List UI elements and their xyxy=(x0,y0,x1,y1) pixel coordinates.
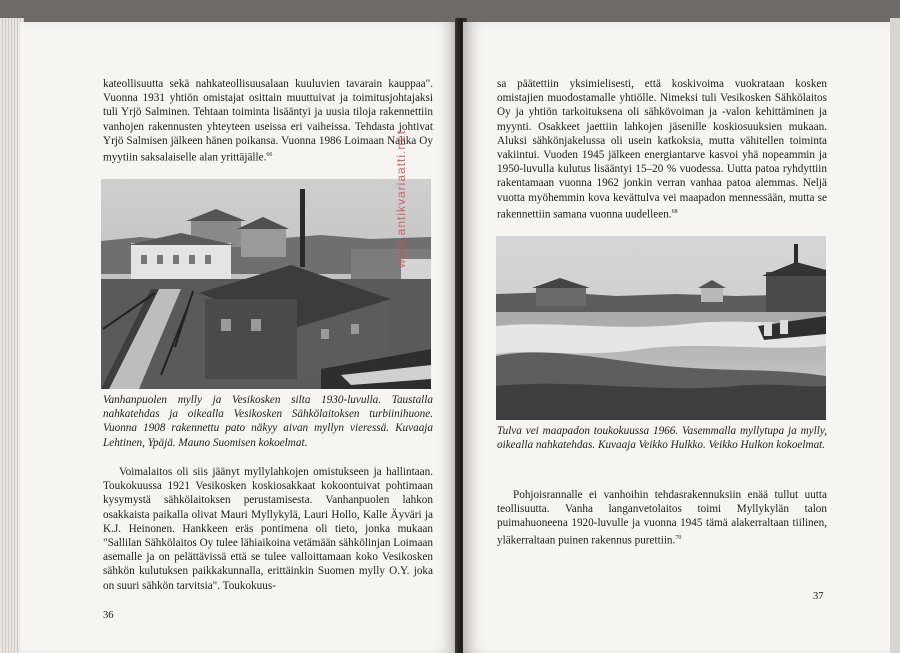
right-paragraph-1: sa päätettiin yksimielisesti, että koskivoima vuokrataan kosken omistajien muodostamalle yhtiölle. Nimeksi tuli Vesikosken Sähkölaitos Oy ja yhtiön tarkoituksena oli sähkövoiman ja -valon kehittäminen ja myynti. Osakkeet jaettiin lahkojen jäsenille koskiosuuksien mukaan. Aluksi sähkönjakelussa oli usein katkoksia, mutta vähitellen toiminta vakiintui. Vuoden 1945 jälkeen energiantarve kasvoi yhä nopeammin ja 1950-luvulla kulutus lisääntyi 15–20 % vuodessa. Uutta patoa ryhdyttiin rakentamaan vuonna 1962 jonkin verran vanhaa patoa alemmas. Neljä vuotta myöhemmin kova kevättulva vei maapadon mennessään, mutta se rakennettiin samana vuonna uudelleen.$^{68}$ xyxy=(497,78,827,221)
left-paragraph-1: kateollisuutta sekä nahkateollisuusalaan kuuluvien tavarain kauppaa". Vuonna 1931 yhtiön omistajat osittain muuttuivat ja toimitusjohtajaksi tuli Yrjö Salminen. Tehtaan toiminta lisääntyi ja uusia tiloja rakennettiin vanhojen rakennusten yhteyteen useissa eri vaiheissa. Tehdasta johtivat Yrjö Salmisen jälkeen hänen poikansa. Vuonna 1986 Loimaan Nahka Oy myytiin saksalaiselle alan yrittäjälle.$^{66}$ xyxy=(103,78,433,164)
right-footnote-ref-2: 70 xyxy=(675,534,682,541)
right-paragraph-2: Pohjoisrannalle ei vanhoihin tehdasrakennuksiin enää tullut uutta teollisuutta. Vanha langanvetolaitos toimi Myllykylän talon puimahuoneena 1920-luvulle ja vuonna 1945 tämä alakerraltaan tiilinen, yläkerraltaan puinen rakennus purettiin.$^{70}$ xyxy=(497,489,827,547)
left-page xyxy=(20,22,457,653)
right-page-stack-edge xyxy=(890,18,900,653)
left-paragraph-2: Voimalaitos oli siis jäänyt myllylahkojen omistukseen ja hallintaan. Toukokuussa 1921 Vesikosken koskiosakkaat kokoontuivat pohtimaan kysymystä sähkölaitoksen perustamisesta. Vanhanpuolen lahkon osakkaista paikalla olivat Mauri Myllykylä, Lauri Hollo, Kalle Äyväri ja K.J. Heinonen. Hankkeen eräs pontimena oli tieto, jonka mukaan "Sallilan Sähkölaitos Oy tulee lähiaikoina vetämään sähkölinjan Loimaan asemalle ja on pelättävissä että se tulee valloittamaan koko Vesikosken sähkön kulutuksen paikkakunnalla, erittäinkin Suomen mylly O.Y. joka on suuri sähkön tarvitsia". Toukokuus- xyxy=(103,466,433,592)
right-photo-caption: Tulva vei maapadon toukokuussa 1966. Vasemmalla myllytupa ja mylly, oikealla nahkatehdas. Kuvaaja Veikko Hulkko. Veikko Hulkon kokoelmat. xyxy=(497,425,827,452)
mill-bridge-photo xyxy=(101,179,431,389)
right-page xyxy=(463,22,893,653)
left-footnote-ref-1: 66 xyxy=(266,152,273,159)
right-footnote-ref-1: 68 xyxy=(671,208,678,215)
flood-photo xyxy=(496,236,826,420)
left-photo-caption: Vanhanpuolen mylly ja Vesikosken silta 1930-luvulla. Taustalla nahkatehdas ja oikealla Vesikosken Sähkölaitoksen turbiinihuone. Vuonna 1908 rakennettu pato näkyy aivan myllyn vieressä. Kuvaaja Lehtinen, Ypäjä. Mauno Suomisen kokoelmat. xyxy=(103,394,433,449)
watermark: www.antikvariaatti.net xyxy=(394,129,408,268)
left-page-number: 36 xyxy=(103,610,114,621)
right-page-number: 37 xyxy=(813,591,824,602)
